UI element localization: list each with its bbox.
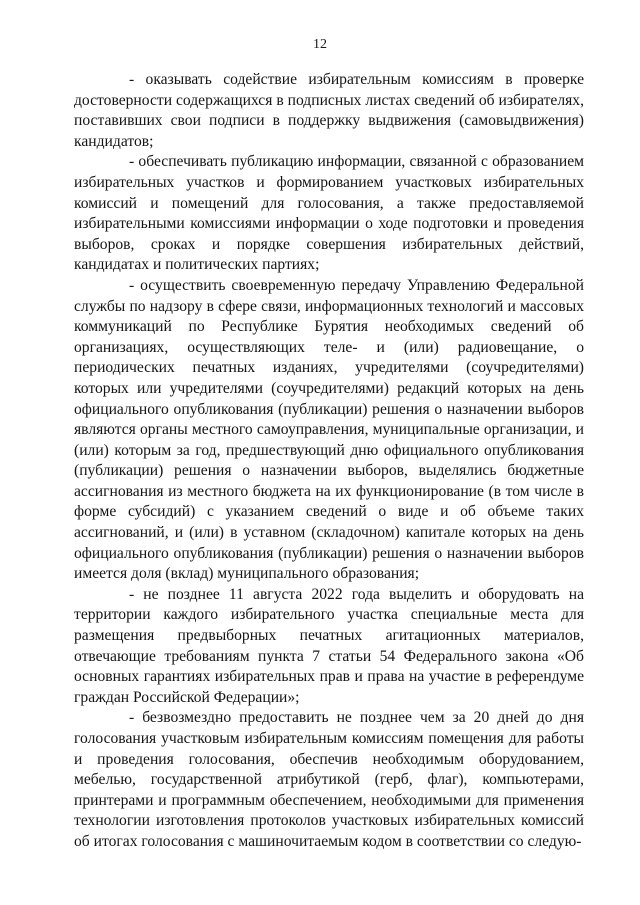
document-body (74, 70, 584, 853)
paragraph-agitation-places: - не позднее 11 августа 2022 года выделить и оборудовать на территории каждого избирательного участка специальные места для размещения предвыборных печатных агитационных материалов, отвечающие требованиям пункта 7 статьи 54 Федерального закона «Об основных гарантиях избирательных прав и права на участие в референдуме граждан Российской Федерации»; (74, 585, 584, 706)
paragraph-publication-info: - обеспечивать публикацию информации, связанной с образованием избирательных участков и формированием участковых избирательных комиссий и помещений для голосования, а также предоставляемой избирательными комиссиями информации о ходе подготовки и проведения выборов, сроках и порядке совершения избирательных действий, кандидатах и политических партиях; (74, 153, 584, 274)
page-number: 12 (313, 37, 327, 52)
paragraph-media-information: - осуществить своевременную передачу Управлению Федеральной службы по надзору в сфере связи, информационных технологий и массовых коммуникаций по Республике Бурятия необходимых сведений об организациях, осуществляющих теле- и (или) радиовещание, о периодических печатных изданиях, учредителями (соучредителями) которых или учредителями (соучредителями) редакций которых на день официального опубликования (публикации) решения о назначении выборов являются органы местного самоуправления, муниципальные организации, и (или) которым за год, предшествующий дню официального опубликования (публикации) решения о назначении выборов, выделялись бюджетные ассигнования из местного бюджета на их функционирование (в том числе в форме субсидий) с указанием сведений о виде и об объеме таких ассигнований, и (или) в уставном (складочном) капитале которых на день официального опубликования (публикации) решения о назначении выборов имеется доля (вклад) муниципального образования; (74, 276, 584, 583)
paragraph-signatures-verification: - оказывать содействие избирательным комиссиям в проверке достоверности содержащихся в подписных листах сведений об избирателях, поставивших свои подписи в поддержку выдвижения (самовыдвижения) кандидатов; (74, 71, 584, 150)
paragraph-voting-premises: - безвозмездно предоставить не позднее чем за 20 дней до дня голосования участковым избирательным комиссиям помещения для работы и проведения голосования, обеспечив необходимым оборудованием, мебелью, государственной атрибутикой (герб, флаг), компьютерами, принтерами и программным обеспечением, необходимыми для применения технологии изготовления протоколов участковых избирательных комиссий об итогах голосования с машиночитаемым кодом в соответствии со следую- (74, 709, 584, 850)
